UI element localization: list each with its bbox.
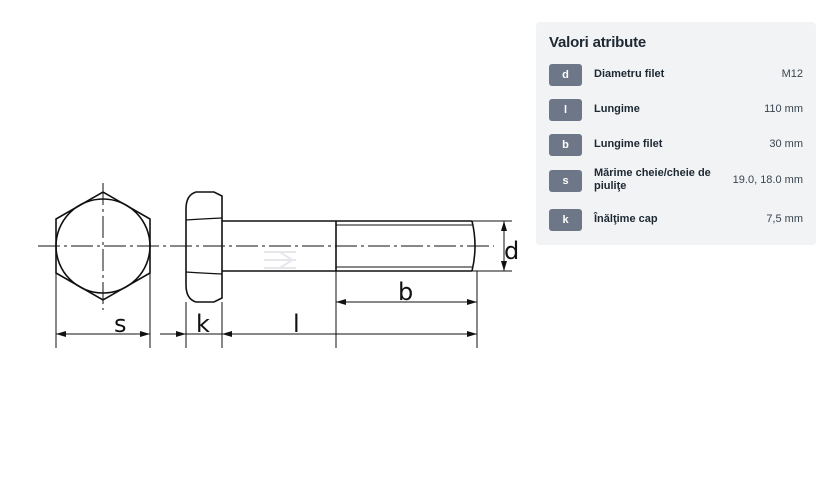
attribute-value: 30 mm	[769, 138, 803, 150]
brand-logo-watermark	[264, 252, 296, 268]
attribute-name: Diametru filet	[594, 68, 665, 80]
panel-title: Valori atribute	[549, 34, 647, 51]
dim-label-b: b	[398, 278, 414, 306]
dim-label-d: d	[504, 237, 520, 265]
attribute-row-s	[549, 167, 803, 192]
bolt-head-side	[186, 192, 222, 302]
attribute-value: M12	[781, 68, 803, 80]
attribute-value: 110 mm	[764, 103, 803, 115]
attribute-row-b	[549, 134, 803, 156]
attribute-symbol-badge: d	[549, 64, 582, 86]
attribute-symbol-badge: l	[549, 99, 582, 121]
attribute-name: Înălţime cap	[594, 213, 658, 225]
attribute-name: Mărime cheie/cheie de piuliţe	[594, 167, 711, 192]
attribute-name: Lungime filet	[594, 138, 663, 150]
dim-label-l: l	[293, 310, 300, 338]
attribute-row-k	[549, 209, 803, 231]
dim-label-k: k	[196, 310, 210, 338]
attribute-value: 19.0, 18.0 mm	[732, 174, 803, 186]
attribute-row-l	[549, 99, 803, 121]
attribute-values-panel	[536, 22, 816, 245]
attribute-symbol-badge: b	[549, 134, 582, 156]
dim-label-s: s	[114, 310, 127, 338]
attribute-name: Lungime	[594, 103, 640, 115]
attribute-symbol-badge: s	[549, 170, 582, 192]
attribute-row-d	[549, 64, 803, 86]
attribute-value: 7,5 mm	[766, 213, 803, 225]
attribute-symbol-badge: k	[549, 209, 582, 231]
hex-head-chamfer-circle	[56, 199, 150, 293]
